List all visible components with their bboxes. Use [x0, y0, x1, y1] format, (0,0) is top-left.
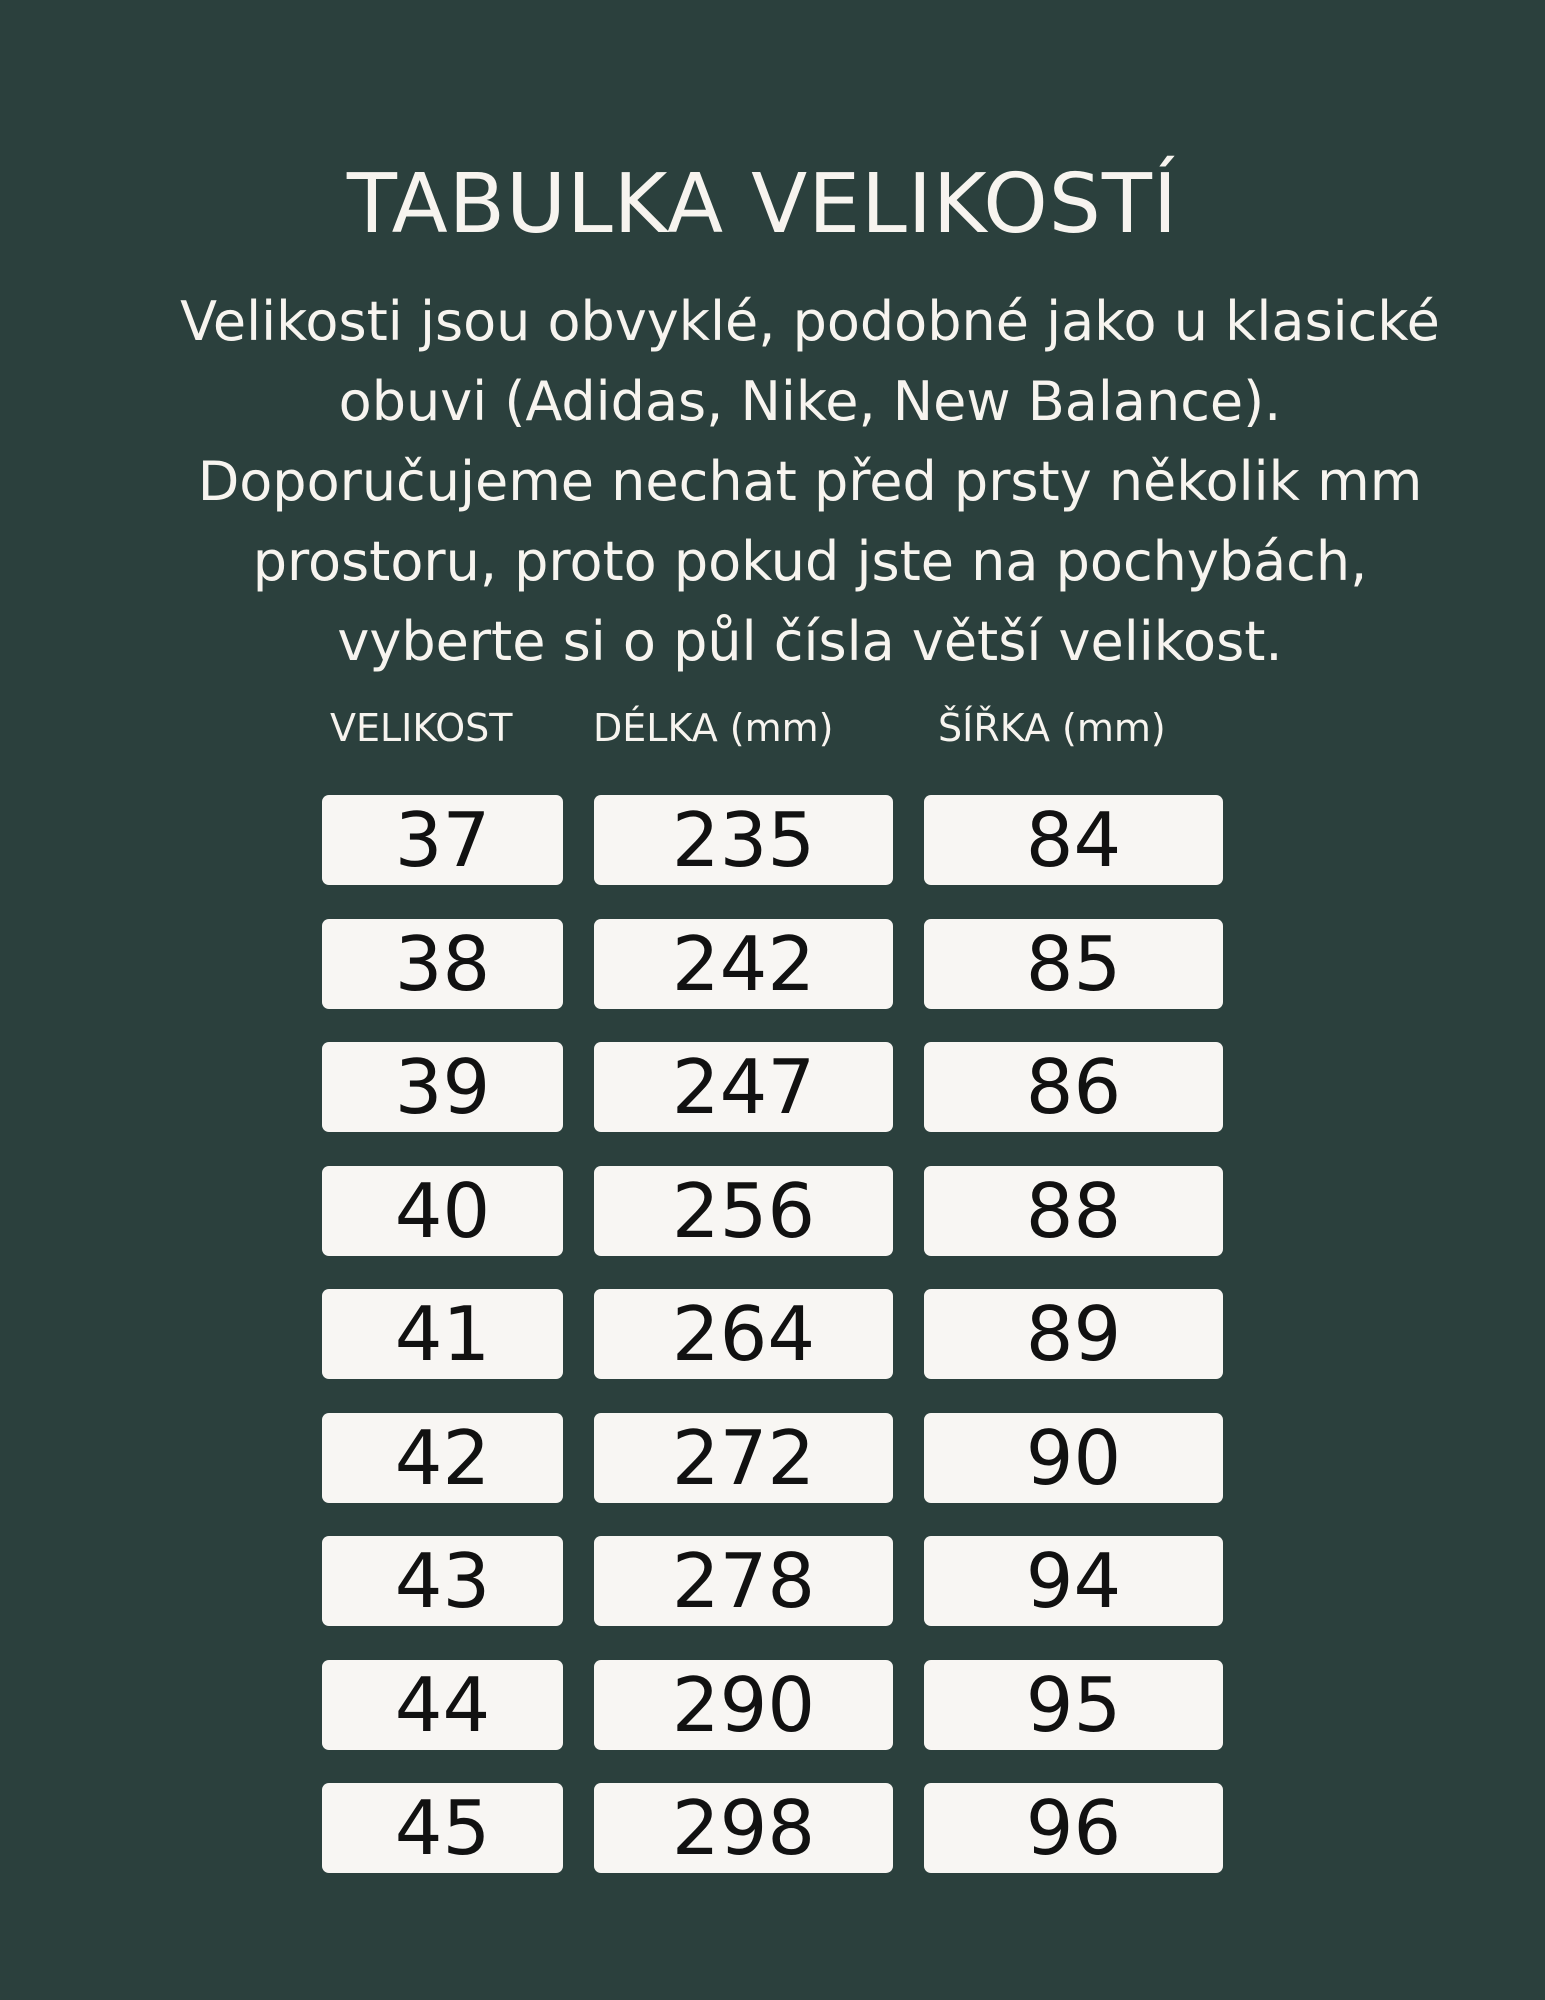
description-line: Velikosti jsou obvyklé, podobné jako u klasické	[180, 290, 1440, 353]
length-cell: 264	[594, 1289, 893, 1379]
length-cell: 272	[594, 1413, 893, 1503]
length-cell: 298	[594, 1783, 893, 1873]
size-cell: 43	[322, 1536, 563, 1626]
width-cell: 85	[924, 919, 1223, 1009]
width-cell: 95	[924, 1660, 1223, 1750]
column-header-size: VELIKOST	[330, 706, 513, 750]
description-line: Doporučujeme nechat před prsty několik mm	[197, 450, 1423, 513]
size-cell: 39	[322, 1042, 563, 1132]
title-text: TABULKA VELIKOSTÍ	[346, 157, 1179, 252]
size-cell: 40	[322, 1166, 563, 1256]
size-cell: 41	[322, 1289, 563, 1379]
width-cell: 94	[924, 1536, 1223, 1626]
length-cell: 247	[594, 1042, 893, 1132]
size-cell: 42	[322, 1413, 563, 1503]
size-cell: 38	[322, 919, 563, 1009]
width-cell: 89	[924, 1289, 1223, 1379]
width-cell: 96	[924, 1783, 1223, 1873]
description-line: vyberte si o půl čísla větší velikost.	[337, 610, 1283, 673]
length-cell: 235	[594, 795, 893, 885]
width-cell: 86	[924, 1042, 1223, 1132]
size-cell: 45	[322, 1783, 563, 1873]
page-title	[0, 150, 1545, 260]
length-cell: 256	[594, 1166, 893, 1256]
column-header-width: ŠÍŘKA (mm)	[938, 706, 1166, 750]
size-cell: 44	[322, 1660, 563, 1750]
description-line: prostoru, proto pokud jste na pochybách,	[252, 530, 1368, 593]
length-cell: 290	[594, 1660, 893, 1750]
length-cell: 242	[594, 919, 893, 1009]
length-cell: 278	[594, 1536, 893, 1626]
description-line: obuvi (Adidas, Nike, New Balance).	[338, 370, 1282, 433]
description	[100, 282, 1520, 682]
column-header-length: DÉLKA (mm)	[593, 706, 834, 750]
size-cell: 37	[322, 795, 563, 885]
width-cell: 90	[924, 1413, 1223, 1503]
width-cell: 88	[924, 1166, 1223, 1256]
width-cell: 84	[924, 795, 1223, 885]
